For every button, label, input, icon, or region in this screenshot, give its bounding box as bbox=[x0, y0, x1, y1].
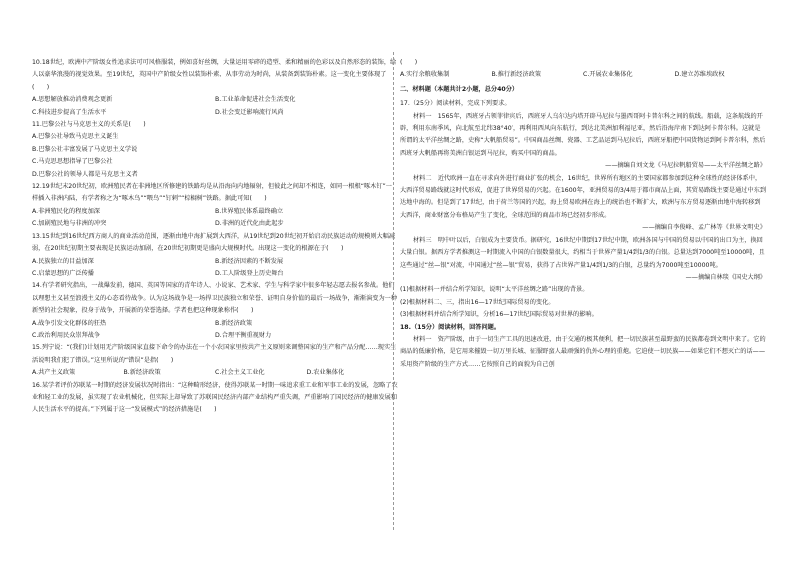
options bbox=[32, 131, 398, 181]
option-a[interactable]: A.巴黎公社导致马克思主义诞生 bbox=[32, 133, 119, 141]
option-c[interactable]: C.科技进步提高了生活水平 bbox=[32, 108, 107, 116]
question-14 bbox=[32, 280, 398, 342]
requirement-1: (1)根据材料一并结合所学知识，说明“太平洋丝绸之路”出现的背景。 bbox=[400, 286, 589, 294]
option-b[interactable]: B.世界殖民体系最终确立 bbox=[215, 207, 284, 215]
material-3: 材料三 明中叶以后，白银成为主要货币。据研究，16世纪中期到17世纪中期，欧洲各国与中国的贸易以中国的出口为主，换回大量白银。据西方学者推测这一时期流入中国的白银数量很大，约相当于世界产量1/4到1/3的白银。总量达到7000吨至10000吨，且这些通过“丝—银”对流，中国通过“丝—银”贸易，获得了占世界产量1/4到1/3的白银，总量约为7000吨至10000吨。 bbox=[400, 236, 765, 269]
option-b[interactable]: B.工业革命促进社会生活变化 bbox=[215, 96, 296, 104]
right-column bbox=[400, 57, 766, 371]
option-b[interactable]: B.新经济政策 bbox=[215, 319, 253, 327]
question-15 bbox=[32, 342, 398, 379]
material-source: ——摘编自李俊峰、孟广林等《世界文明史》 bbox=[642, 224, 766, 232]
question-12 bbox=[32, 181, 398, 231]
option-a[interactable]: A.战争引发文化群体的狂热 bbox=[32, 319, 107, 327]
option-c[interactable]: C.马克思思想指导了巴黎公社 bbox=[32, 158, 113, 166]
section-title: 二、材料题（本题共计2小题，总分40分） bbox=[400, 85, 519, 93]
option-c[interactable]: C.政治利用民众崇拜战争 bbox=[32, 331, 101, 339]
option-a[interactable]: A.非洲殖民化的程度加深 bbox=[32, 207, 100, 215]
option-d[interactable]: D.非洲的近代化由此起步 bbox=[215, 220, 284, 228]
question-stem: 13.15世纪到16世纪西方商人的商业活动范围，逐渐由地中海扩展到大西洋，从19世纪到20世纪初开始启动民族运动的规模则大幅减弱，在20世纪初期主要表现是民族运动加剧，在20世纪初期更是盛向大规模时代。出现这一变化的根源在于( ) bbox=[32, 232, 396, 253]
option-d[interactable]: D.工人阶级登上历史舞台 bbox=[215, 269, 284, 277]
question-stem: 17.（25分）阅读材料，完成下列要求。 bbox=[400, 100, 511, 108]
question-16-blank: ( ) bbox=[400, 59, 418, 66]
options bbox=[32, 206, 398, 231]
options bbox=[32, 367, 398, 379]
material-2: 材料二 近代欧洲一直在寻求向外进行商业扩张的机会，16世纪，世界所有地区的主要国家都参加到这种全球性的经济体系中，大西洋贸易路线就这时代形成，促进了世界贸易的兴起。在1600年，亚洲贸易的3/4用于都市商品上面，其贸易路线主要是通过中东到达地中海的。但是到了17世纪，由于荷兰等国的兴起，海上贸易欧洲在海上的统治也不断扩大，欧洲与东方贸易逐渐由地中海转移到大西洋，商业财富分布格局产生了变化，全球范围的商品市场已经初步形成。 bbox=[400, 174, 767, 219]
question-stem: 11.巴黎公社与马克思主义的关系是( ) bbox=[32, 121, 146, 129]
option-d[interactable]: D.建立苏维埃政权 bbox=[674, 71, 725, 79]
question-stem: 14.有学者研究指出，一战爆发前，德国、英国等国家的青年诗人、小说家、艺术家、学生与科学家中很多年轻志愿去报名参战。他们以理想主义甚至浪漫主义的心态看待战争。认为这场战争是一场捍卫民族独立和荣誉、证明自身价值的最后一场战争，渐渐演变为一种新型的社会现象，投身于战争，开展新的荣誉选择。学者也把这种现象称作( ) bbox=[32, 282, 398, 315]
question-18 bbox=[400, 322, 766, 372]
question-11 bbox=[32, 119, 398, 181]
requirement-2: (2)根据材料二、三，指出16—17世纪国际贸易的变化。 bbox=[400, 298, 555, 306]
option-a[interactable]: A.共产主义政策 bbox=[32, 369, 76, 377]
question-stem: 16.某学者评价苏联某一时期的经济发展状况时指出：“这种畸形经济，使得苏联某一时期一味追求重工业和军事工业的发展，忽略了农业和轻工业的发展，虽实现了农业机械化，但实际上却导致了苏联国民经济内部产业结构严重失调，严重影响了国民经济的健康发展和人民生活水平的提高。”下列属于这一“发展模式”的经济措施是( ) bbox=[32, 381, 398, 414]
question-16-options bbox=[400, 69, 766, 81]
options bbox=[32, 318, 398, 343]
option-b[interactable]: B.推行新经济政策 bbox=[491, 71, 542, 79]
material-source: ——摘编自刘文龙《马尼拉帆船贸易——太平洋丝绸之路》 bbox=[605, 162, 766, 170]
option-d[interactable]: D.合理平衡重视财力 bbox=[215, 331, 272, 339]
option-b[interactable]: B.巴黎公社丰富发展了马克思主义学说 bbox=[32, 145, 138, 153]
option-b[interactable]: B.新经济政策 bbox=[123, 369, 161, 377]
option-c[interactable]: C.开展农业集体化 bbox=[583, 71, 633, 79]
question-stem: 18.（15分）阅读材料，回答问题。 bbox=[400, 323, 501, 331]
option-c[interactable]: C.启蒙思想的广泛传播 bbox=[32, 269, 94, 277]
question-stem: 15.列宁说：“(我们)计划用无产阶级国家直接下命令的办法在一个小农国家里按共产主义原则来调整国家的生产和产品分配……现实生活说明我们犯了错误。”这里所说的“错误”是指( ) bbox=[32, 344, 397, 364]
option-c[interactable]: C.社会主义工业化 bbox=[215, 369, 265, 377]
left-column bbox=[32, 57, 398, 417]
options bbox=[32, 256, 398, 281]
material-source: ——摘编自林琰《国史大纲》 bbox=[685, 273, 766, 281]
question-stem: 10.18世纪，欧洲中产阶级女性追求法可可风格服装，例如喜好丝绸，大量运用零碎的造型、柔和精丽的色彩以及自然形态的装饰，给人以豪华浪漫的视觉效果。至19世纪，英国中产阶级女性以装饰朴素、从事劳动为时尚，从装备到装饰朴素。这一变化主要体现了( ) bbox=[32, 59, 397, 91]
option-a[interactable]: A.实行余粮收集制 bbox=[400, 71, 450, 79]
option-a[interactable]: A.民族独立的目益加深 bbox=[32, 257, 94, 265]
option-d[interactable]: D.农业集体化 bbox=[306, 369, 345, 377]
option-c[interactable]: C.加剧殖民地与非洲的冲突 bbox=[32, 220, 107, 228]
material-1: 材料一 1565年，西班牙占领菲律宾后，西班牙人乌尔达内塔开辟马尼拉与墨西哥阿卡普尔科之间的航线。船载，这条航线的开辟，利用东南季风，向北航至北纬38°40′，再利用西风向东航行，到达北美洲加利福尼亚，然后沿海岸南下到达阿卡普尔科。这就是所谓的太平洋丝绸之路，史称“大帆船贸易”。中国商品丝绸、瓷器、工艺品运到马尼拉后，西班牙船把中国货物运到阿卡普尔科，然后西班牙大帆船再将美洲白银运到马尼拉，购买中国的商品。 bbox=[400, 112, 766, 157]
option-d[interactable]: D.巴黎公社的领导人都是马克思主义者 bbox=[32, 170, 138, 178]
question-17 bbox=[400, 98, 766, 321]
question-13 bbox=[32, 231, 398, 281]
column-divider bbox=[393, 52, 394, 530]
option-b[interactable]: B.新经济因素的不断发展 bbox=[215, 257, 284, 265]
question-16 bbox=[32, 380, 398, 417]
material-1: 材料一 资产阶级，由于一切生产工具的迅速改进，由于交通的极其便利，把一切民族甚至最野蛮的民族都卷到文明中来了。它的商品的低廉价格，是它用来摧毁一切万里长城、征服野蛮人最顽强的仇外心理的重炮。它迫使一切民族——如果它们不想灭亡的话——采用资产阶级的生产方式……它按照自己的面貌为自己创 bbox=[400, 335, 766, 368]
options bbox=[32, 94, 398, 119]
requirement-3: (3)根据材料并结合所学知识，分析16—17世纪国际贸易对世界的影响。 bbox=[400, 311, 598, 319]
question-10 bbox=[32, 57, 398, 119]
option-d[interactable]: D.社会变迁影响流行风尚 bbox=[215, 108, 284, 116]
question-stem: 12.19世纪末20世纪初，欧洲殖民者在非洲地区所修建的铁路均是从沿海向内地辐射，但彼此之间却不相连，如同一根根“啄木钉”一样插入非洲内陆，有学者称之为“啄木鸟”“喂鸟”“钉刺”“棕榈树”铁路。据此可知( ) bbox=[32, 183, 392, 203]
option-a[interactable]: A.思想解放推动消费观念更新 bbox=[32, 96, 113, 104]
